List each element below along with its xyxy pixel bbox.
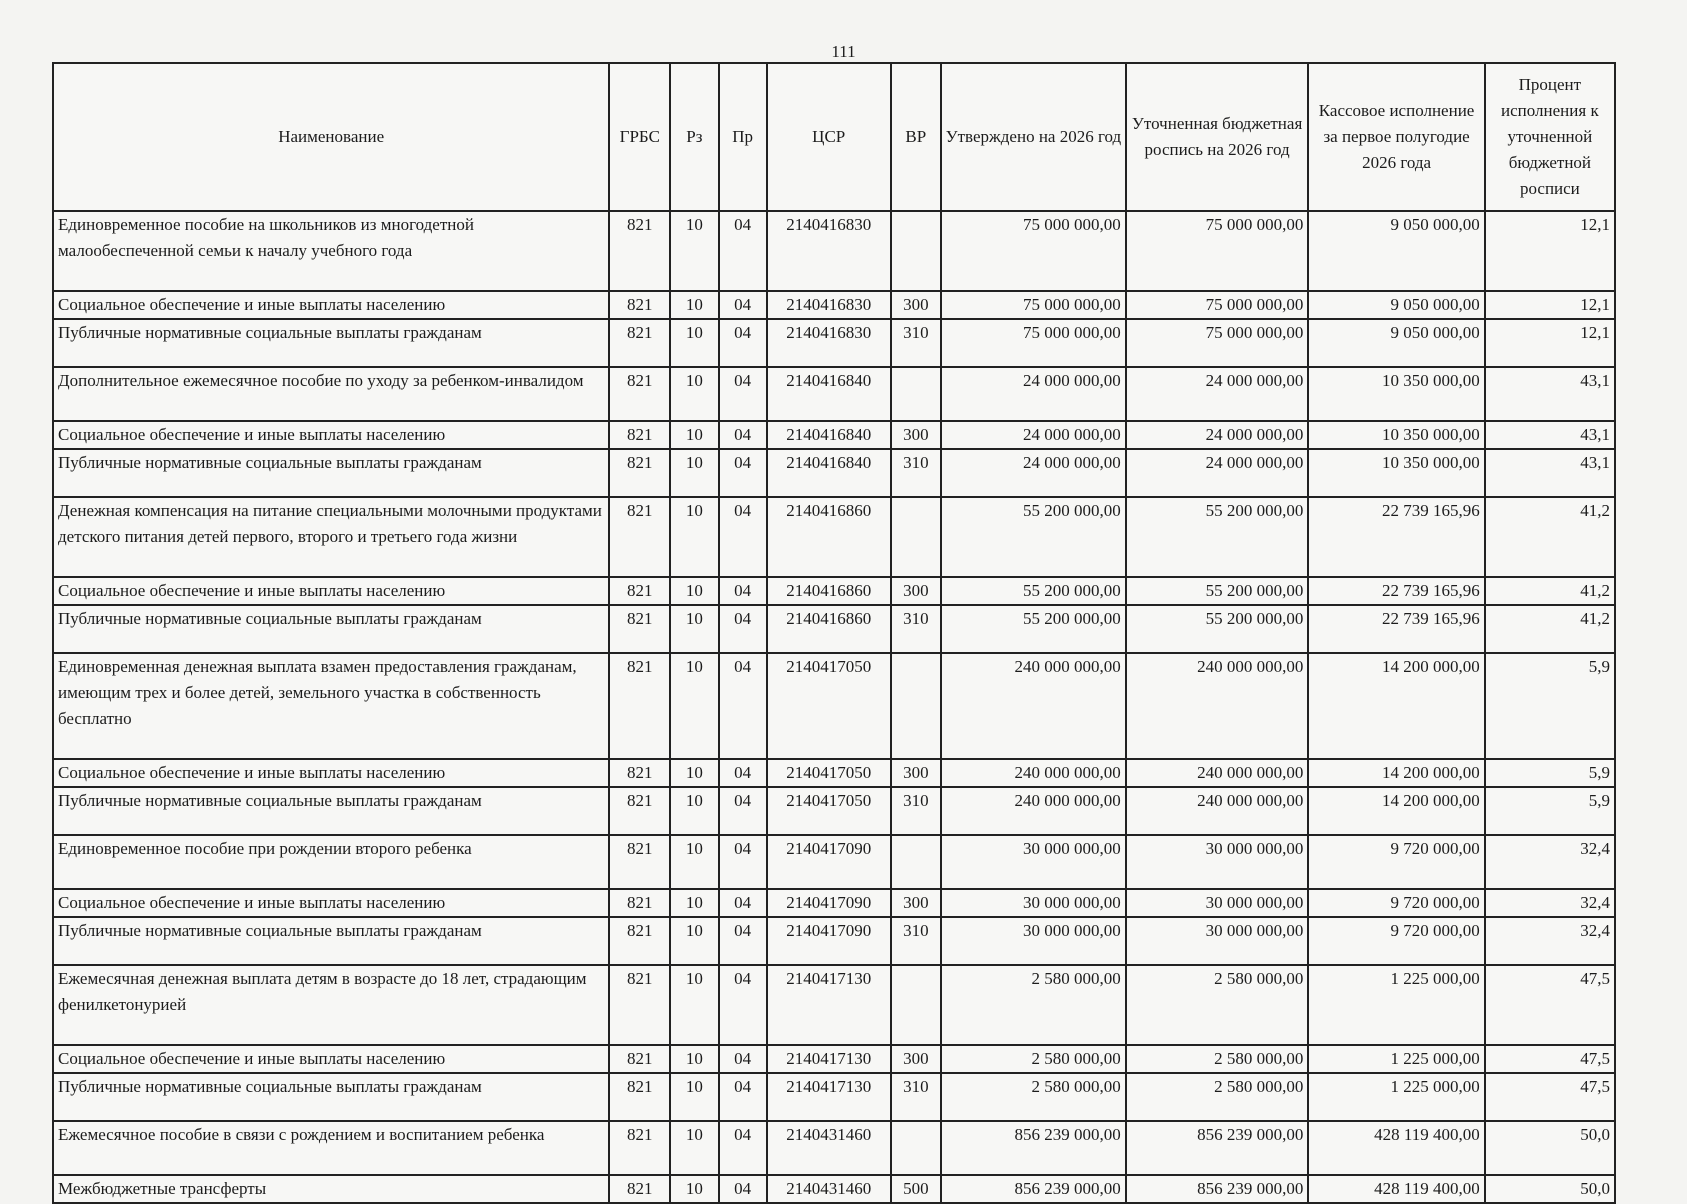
cell-pr: 04 (719, 367, 767, 421)
cell-name: Публичные нормативные социальные выплаты гражданам (53, 787, 609, 835)
cell-refined: 30 000 000,00 (1126, 835, 1309, 889)
cell-refined: 856 239 000,00 (1126, 1175, 1309, 1203)
cell-percent: 43,1 (1485, 367, 1615, 421)
cell-name: Дополнительное ежемесячное пособие по уходу за ребенком-инвалидом (53, 367, 609, 421)
cell-refined: 55 200 000,00 (1126, 605, 1309, 653)
cell-name: Публичные нормативные социальные выплаты гражданам (53, 449, 609, 497)
cell-refined: 24 000 000,00 (1126, 421, 1309, 449)
cell-name: Межбюджетные трансферты (53, 1175, 609, 1203)
cell-pr: 04 (719, 759, 767, 787)
cell-vr: 300 (891, 889, 941, 917)
cell-percent: 47,5 (1485, 1073, 1615, 1121)
cell-cash: 9 720 000,00 (1308, 835, 1484, 889)
cell-percent: 41,2 (1485, 605, 1615, 653)
cell-rz: 10 (670, 653, 718, 759)
table-row (53, 917, 1615, 965)
cell-percent: 43,1 (1485, 449, 1615, 497)
cell-cash: 428 119 400,00 (1308, 1121, 1484, 1175)
cell-refined: 2 580 000,00 (1126, 965, 1309, 1045)
cell-name: Социальное обеспечение и иные выплаты населению (53, 291, 609, 319)
cell-name: Денежная компенсация на питание специальными молочными продуктами детского питания детей первого, второго и третьего года жизни (53, 497, 609, 577)
cell-cash: 14 200 000,00 (1308, 653, 1484, 759)
cell-name: Единовременное пособие на школьников из многодетной малообеспеченной семьи к началу учебного года (53, 211, 609, 291)
cell-rz: 10 (670, 577, 718, 605)
cell-grbs: 821 (609, 759, 670, 787)
cell-percent: 41,2 (1485, 577, 1615, 605)
table-row (53, 835, 1615, 889)
cell-percent: 5,9 (1485, 787, 1615, 835)
cell-vr (891, 1121, 941, 1175)
cell-rz: 10 (670, 965, 718, 1045)
cell-percent: 32,4 (1485, 917, 1615, 965)
cell-rz: 10 (670, 449, 718, 497)
cell-rz: 10 (670, 291, 718, 319)
cell-grbs: 821 (609, 211, 670, 291)
cell-refined: 240 000 000,00 (1126, 759, 1309, 787)
cell-vr: 300 (891, 291, 941, 319)
cell-pr: 04 (719, 497, 767, 577)
cell-rz: 10 (670, 211, 718, 291)
cell-approved: 24 000 000,00 (941, 367, 1126, 421)
table-row (53, 965, 1615, 1045)
cell-pr: 04 (719, 889, 767, 917)
cell-pr: 04 (719, 1073, 767, 1121)
cell-csr: 2140416860 (767, 577, 891, 605)
cell-pr: 04 (719, 291, 767, 319)
cell-pr: 04 (719, 319, 767, 367)
cell-cash: 14 200 000,00 (1308, 759, 1484, 787)
cell-csr: 2140416840 (767, 449, 891, 497)
cell-approved: 856 239 000,00 (941, 1121, 1126, 1175)
cell-approved: 30 000 000,00 (941, 889, 1126, 917)
cell-approved: 24 000 000,00 (941, 421, 1126, 449)
cell-csr: 2140416840 (767, 421, 891, 449)
cell-grbs: 821 (609, 1073, 670, 1121)
cell-rz: 10 (670, 787, 718, 835)
cell-csr: 2140417130 (767, 1073, 891, 1121)
cell-csr: 2140416860 (767, 605, 891, 653)
cell-cash: 1 225 000,00 (1308, 965, 1484, 1045)
cell-rz: 10 (670, 759, 718, 787)
header-cash: Кассовое исполнение за первое полугодие 2026 года (1308, 63, 1484, 211)
table-row (53, 653, 1615, 759)
cell-vr (891, 653, 941, 759)
cell-csr: 2140416830 (767, 211, 891, 291)
cell-percent: 32,4 (1485, 889, 1615, 917)
cell-name: Ежемесячное пособие в связи с рождением и воспитанием ребенка (53, 1121, 609, 1175)
cell-percent: 47,5 (1485, 965, 1615, 1045)
cell-vr: 310 (891, 449, 941, 497)
cell-cash: 9 050 000,00 (1308, 211, 1484, 291)
cell-pr: 04 (719, 917, 767, 965)
cell-rz: 10 (670, 1121, 718, 1175)
cell-pr: 04 (719, 605, 767, 653)
cell-pr: 04 (719, 787, 767, 835)
cell-cash: 14 200 000,00 (1308, 787, 1484, 835)
cell-grbs: 821 (609, 835, 670, 889)
cell-vr (891, 835, 941, 889)
cell-vr (891, 211, 941, 291)
cell-percent: 50,0 (1485, 1175, 1615, 1203)
header-csr: ЦСР (767, 63, 891, 211)
cell-vr: 310 (891, 787, 941, 835)
cell-percent: 5,9 (1485, 759, 1615, 787)
cell-vr (891, 497, 941, 577)
cell-percent: 12,1 (1485, 291, 1615, 319)
table-row (53, 291, 1615, 319)
cell-cash: 9 720 000,00 (1308, 889, 1484, 917)
cell-vr (891, 965, 941, 1045)
cell-name: Публичные нормативные социальные выплаты гражданам (53, 917, 609, 965)
cell-percent: 50,0 (1485, 1121, 1615, 1175)
cell-approved: 55 200 000,00 (941, 577, 1126, 605)
cell-grbs: 821 (609, 319, 670, 367)
cell-vr: 310 (891, 319, 941, 367)
cell-percent: 12,1 (1485, 211, 1615, 291)
header-rz: Рз (670, 63, 718, 211)
cell-name: Единовременное пособие при рождении второго ребенка (53, 835, 609, 889)
cell-percent: 43,1 (1485, 421, 1615, 449)
cell-pr: 04 (719, 1045, 767, 1073)
cell-refined: 2 580 000,00 (1126, 1045, 1309, 1073)
cell-refined: 240 000 000,00 (1126, 787, 1309, 835)
cell-csr: 2140417090 (767, 889, 891, 917)
table-row (53, 319, 1615, 367)
cell-grbs: 821 (609, 653, 670, 759)
cell-name: Социальное обеспечение и иные выплаты населению (53, 1045, 609, 1073)
cell-cash: 9 050 000,00 (1308, 319, 1484, 367)
table-row (53, 577, 1615, 605)
cell-vr: 300 (891, 421, 941, 449)
cell-approved: 55 200 000,00 (941, 497, 1126, 577)
table-row (53, 1175, 1615, 1203)
cell-csr: 2140417050 (767, 759, 891, 787)
cell-refined: 24 000 000,00 (1126, 449, 1309, 497)
cell-csr: 2140416840 (767, 367, 891, 421)
cell-refined: 2 580 000,00 (1126, 1073, 1309, 1121)
cell-cash: 22 739 165,96 (1308, 577, 1484, 605)
cell-grbs: 821 (609, 965, 670, 1045)
cell-approved: 55 200 000,00 (941, 605, 1126, 653)
cell-vr: 300 (891, 577, 941, 605)
cell-vr: 300 (891, 759, 941, 787)
cell-grbs: 821 (609, 917, 670, 965)
cell-grbs: 821 (609, 577, 670, 605)
cell-grbs: 821 (609, 497, 670, 577)
cell-grbs: 821 (609, 787, 670, 835)
table-row (53, 605, 1615, 653)
table-row (53, 889, 1615, 917)
header-grbs: ГРБС (609, 63, 670, 211)
table-row (53, 449, 1615, 497)
cell-csr: 2140431460 (767, 1175, 891, 1203)
cell-vr: 310 (891, 605, 941, 653)
cell-cash: 22 739 165,96 (1308, 605, 1484, 653)
table-row (53, 759, 1615, 787)
cell-percent: 12,1 (1485, 319, 1615, 367)
cell-rz: 10 (670, 835, 718, 889)
cell-percent: 32,4 (1485, 835, 1615, 889)
cell-name: Публичные нормативные социальные выплаты гражданам (53, 1073, 609, 1121)
cell-csr: 2140416830 (767, 319, 891, 367)
cell-percent: 41,2 (1485, 497, 1615, 577)
cell-name: Социальное обеспечение и иные выплаты населению (53, 759, 609, 787)
cell-name: Социальное обеспечение и иные выплаты населению (53, 889, 609, 917)
cell-grbs: 821 (609, 1175, 670, 1203)
table-row (53, 421, 1615, 449)
cell-name: Ежемесячная денежная выплата детям в возрасте до 18 лет, страдающим фенилкетонурией (53, 965, 609, 1045)
cell-name: Публичные нормативные социальные выплаты гражданам (53, 319, 609, 367)
cell-rz: 10 (670, 605, 718, 653)
cell-csr: 2140417090 (767, 835, 891, 889)
cell-refined: 75 000 000,00 (1126, 319, 1309, 367)
cell-pr: 04 (719, 965, 767, 1045)
cell-refined: 30 000 000,00 (1126, 889, 1309, 917)
cell-cash: 1 225 000,00 (1308, 1045, 1484, 1073)
cell-vr: 500 (891, 1175, 941, 1203)
page-number: 111 (831, 42, 856, 61)
cell-refined: 55 200 000,00 (1126, 577, 1309, 605)
cell-pr: 04 (719, 421, 767, 449)
cell-grbs: 821 (609, 605, 670, 653)
cell-refined: 240 000 000,00 (1126, 653, 1309, 759)
cell-rz: 10 (670, 917, 718, 965)
cell-approved: 30 000 000,00 (941, 917, 1126, 965)
cell-pr: 04 (719, 1175, 767, 1203)
cell-grbs: 821 (609, 1121, 670, 1175)
cell-pr: 04 (719, 449, 767, 497)
cell-refined: 55 200 000,00 (1126, 497, 1309, 577)
cell-vr: 310 (891, 917, 941, 965)
cell-rz: 10 (670, 319, 718, 367)
cell-pr: 04 (719, 653, 767, 759)
budget-table (52, 62, 1616, 1204)
cell-csr: 2140417090 (767, 917, 891, 965)
cell-rz: 10 (670, 497, 718, 577)
cell-pr: 04 (719, 211, 767, 291)
cell-refined: 75 000 000,00 (1126, 291, 1309, 319)
cell-refined: 30 000 000,00 (1126, 917, 1309, 965)
cell-cash: 10 350 000,00 (1308, 449, 1484, 497)
cell-approved: 75 000 000,00 (941, 211, 1126, 291)
cell-approved: 2 580 000,00 (941, 1045, 1126, 1073)
cell-rz: 10 (670, 1175, 718, 1203)
cell-approved: 240 000 000,00 (941, 759, 1126, 787)
cell-grbs: 821 (609, 367, 670, 421)
cell-vr: 310 (891, 1073, 941, 1121)
header-approved: Утверждено на 2026 год (941, 63, 1126, 211)
cell-rz: 10 (670, 367, 718, 421)
cell-vr: 300 (891, 1045, 941, 1073)
cell-rz: 10 (670, 1073, 718, 1121)
header-vr: ВР (891, 63, 941, 211)
cell-csr: 2140416860 (767, 497, 891, 577)
cell-grbs: 821 (609, 421, 670, 449)
cell-name: Единовременная денежная выплата взамен предоставления гражданам, имеющим трех и более детей, земельного участка в собственность бесплатно (53, 653, 609, 759)
cell-approved: 240 000 000,00 (941, 787, 1126, 835)
cell-percent: 5,9 (1485, 653, 1615, 759)
cell-cash: 9 720 000,00 (1308, 917, 1484, 965)
cell-approved: 856 239 000,00 (941, 1175, 1126, 1203)
cell-rz: 10 (670, 421, 718, 449)
table-row (53, 787, 1615, 835)
table-row (53, 367, 1615, 421)
cell-csr: 2140431460 (767, 1121, 891, 1175)
cell-cash: 9 050 000,00 (1308, 291, 1484, 319)
cell-pr: 04 (719, 835, 767, 889)
cell-grbs: 821 (609, 291, 670, 319)
header-refined: Уточненная бюджетная роспись на 2026 год (1126, 63, 1309, 211)
cell-grbs: 821 (609, 1045, 670, 1073)
cell-csr: 2140417130 (767, 1045, 891, 1073)
table-row (53, 211, 1615, 291)
table-row (53, 497, 1615, 577)
cell-approved: 75 000 000,00 (941, 319, 1126, 367)
table-row (53, 1121, 1615, 1175)
cell-refined: 856 239 000,00 (1126, 1121, 1309, 1175)
cell-refined: 75 000 000,00 (1126, 211, 1309, 291)
cell-cash: 428 119 400,00 (1308, 1175, 1484, 1203)
header-pr: Пр (719, 63, 767, 211)
cell-pr: 04 (719, 1121, 767, 1175)
cell-cash: 22 739 165,96 (1308, 497, 1484, 577)
table-row (53, 1045, 1615, 1073)
cell-grbs: 821 (609, 889, 670, 917)
cell-cash: 10 350 000,00 (1308, 421, 1484, 449)
header-row (53, 63, 1615, 211)
cell-vr (891, 367, 941, 421)
cell-approved: 24 000 000,00 (941, 449, 1126, 497)
header-percent: Процент исполнения к уточненной бюджетной росписи (1485, 63, 1615, 211)
header-name: Наименование (53, 63, 609, 211)
cell-cash: 10 350 000,00 (1308, 367, 1484, 421)
cell-percent: 47,5 (1485, 1045, 1615, 1073)
cell-refined: 24 000 000,00 (1126, 367, 1309, 421)
cell-name: Публичные нормативные социальные выплаты гражданам (53, 605, 609, 653)
cell-rz: 10 (670, 1045, 718, 1073)
cell-csr: 2140417050 (767, 653, 891, 759)
cell-rz: 10 (670, 889, 718, 917)
cell-approved: 2 580 000,00 (941, 1073, 1126, 1121)
cell-approved: 240 000 000,00 (941, 653, 1126, 759)
cell-grbs: 821 (609, 449, 670, 497)
cell-csr: 2140416830 (767, 291, 891, 319)
cell-cash: 1 225 000,00 (1308, 1073, 1484, 1121)
cell-approved: 30 000 000,00 (941, 835, 1126, 889)
cell-name: Социальное обеспечение и иные выплаты населению (53, 421, 609, 449)
cell-csr: 2140417050 (767, 787, 891, 835)
cell-pr: 04 (719, 577, 767, 605)
cell-csr: 2140417130 (767, 965, 891, 1045)
cell-approved: 2 580 000,00 (941, 965, 1126, 1045)
cell-approved: 75 000 000,00 (941, 291, 1126, 319)
table-row (53, 1073, 1615, 1121)
cell-name: Социальное обеспечение и иные выплаты населению (53, 577, 609, 605)
